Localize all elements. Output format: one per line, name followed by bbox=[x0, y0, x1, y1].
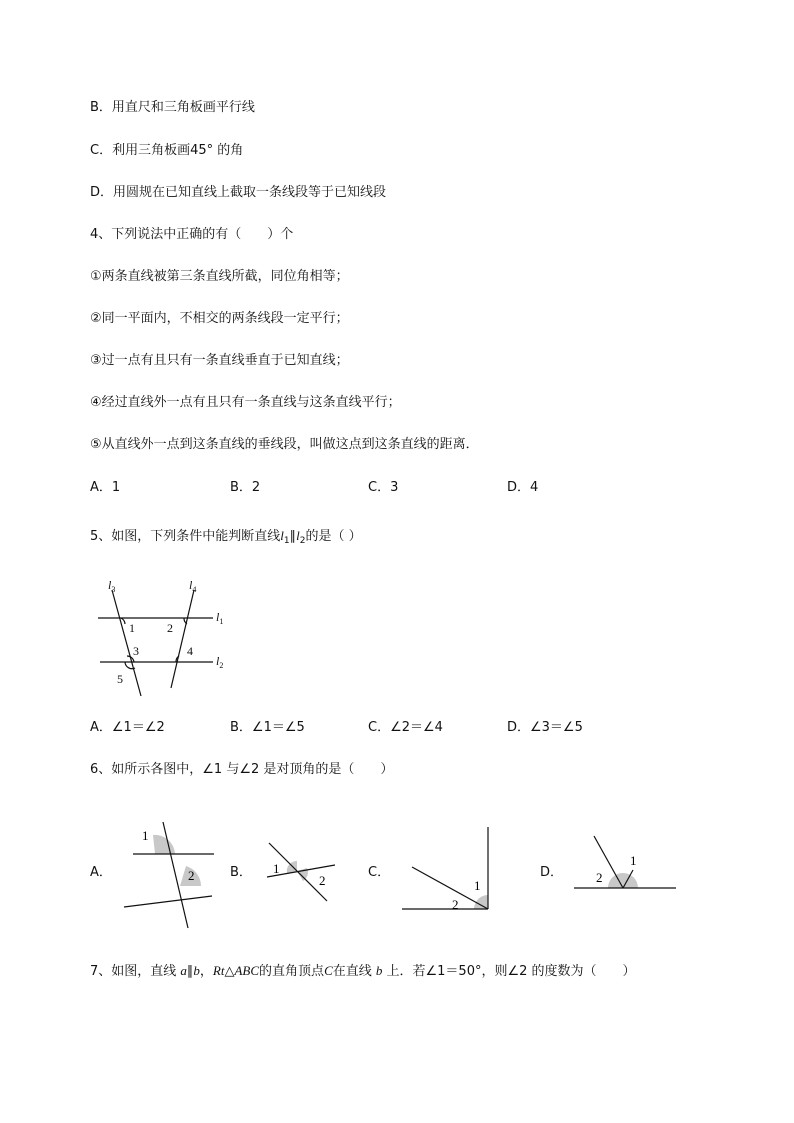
q7-text-1: 7、如图，直线 bbox=[90, 964, 181, 979]
q4-option-a: A．1 bbox=[90, 480, 121, 495]
q7-line-b: b bbox=[193, 963, 200, 978]
q6-figure-a bbox=[120, 820, 230, 930]
q5-line-l2: l bbox=[296, 528, 300, 543]
q5-stem-post: 的是（ ） bbox=[305, 529, 362, 544]
q4-option-b: B．2 bbox=[230, 480, 261, 495]
q5-figure bbox=[88, 572, 248, 702]
q7-line-b-2: b bbox=[375, 963, 383, 978]
q6-option-a-label: A． bbox=[90, 865, 112, 880]
q4-statement-2: ②同一平面内，不相交的两条线段一定平行； bbox=[90, 311, 349, 326]
q5-parallel-symbol: ∥ bbox=[289, 529, 297, 544]
q5-option-d: D．∠3＝∠5 bbox=[507, 720, 583, 735]
q7-text-3: 的直角顶点 bbox=[259, 964, 325, 979]
q3-option-b: B．用直尺和三角板画平行线 bbox=[90, 100, 255, 115]
q5-line-l1-sub: 1 bbox=[283, 536, 290, 546]
q6-a-label-1: 1 bbox=[142, 828, 149, 843]
q5-stem-pre: 5、如图，下列条件中能判断直线 bbox=[90, 529, 281, 544]
q5-line-l2-sub: 2 bbox=[299, 536, 306, 546]
q6-d-label-1: 1 bbox=[630, 853, 637, 868]
q6-option-b-label: B． bbox=[230, 865, 252, 880]
q4-statement-4: ④经过直线外一点有且只有一条直线与这条直线平行； bbox=[90, 395, 401, 410]
q5-angle-label-3: 3 bbox=[133, 644, 139, 658]
q5-line-l1: l bbox=[280, 528, 284, 543]
q6-a-angle-fill-1 bbox=[153, 835, 175, 854]
q4-stem: 4、下列说法中正确的有（ ）个 bbox=[90, 227, 294, 242]
q5-angle-label-4: 4 bbox=[187, 644, 193, 658]
q4-option-c: C．3 bbox=[368, 480, 399, 495]
q7-text-4: 在直线 bbox=[332, 964, 376, 979]
q6-stem: 6、如所示各图中，∠1 与∠2 是对顶角的是（ ） bbox=[90, 762, 394, 777]
q7-point-c: C bbox=[324, 963, 333, 978]
q6-b-label-2: 2 bbox=[319, 873, 326, 888]
q6-b-label-1: 1 bbox=[273, 861, 280, 876]
q5-angle-label-1: 1 bbox=[129, 621, 135, 635]
q7-stem bbox=[90, 963, 636, 980]
q5-stem bbox=[90, 528, 362, 549]
q4-statement-3: ③过一点有且只有一条直线垂直于已知直线； bbox=[90, 353, 349, 368]
q4-statement-5: ⑤从直线外一点到这条直线的垂线段，叫做这点到这条直线的距离． bbox=[90, 437, 479, 452]
q7-text-5: 上．若∠1＝50°，则∠2 的度数为（ ） bbox=[382, 964, 636, 979]
q6-c-label-2: 2 bbox=[452, 897, 459, 912]
q5-option-c: C．∠2＝∠4 bbox=[368, 720, 443, 735]
q6-c-label-1: 1 bbox=[474, 878, 481, 893]
q4-option-d: D．4 bbox=[507, 480, 539, 495]
q6-figure-b bbox=[255, 835, 355, 905]
q7-line-a: a bbox=[180, 963, 187, 978]
q3-option-c: C．利用三角板画45° 的角 bbox=[90, 143, 244, 158]
q6-d-label-2: 2 bbox=[596, 870, 603, 885]
q5-option-b: B．∠1＝∠5 bbox=[230, 720, 305, 735]
q5-option-a: A．∠1＝∠2 bbox=[90, 720, 165, 735]
q7-text-2: ， bbox=[199, 964, 213, 979]
q7-triangle-abc: ABC bbox=[234, 963, 260, 978]
q5-label-l1: $l_1$ bbox=[216, 610, 224, 626]
q5-angle-label-5: 5 bbox=[117, 672, 123, 686]
q6-figure-c bbox=[400, 825, 500, 915]
q6-a-label-2: 2 bbox=[188, 868, 195, 883]
q5-line-l4-stroke bbox=[171, 590, 194, 688]
q5-angle-label-2: 2 bbox=[167, 621, 173, 635]
q4-statement-1: ①两条直线被第三条直线所截，同位角相等； bbox=[90, 269, 349, 284]
q7-rt: Rt bbox=[212, 963, 225, 978]
q7-parallel-symbol: ∥ bbox=[186, 964, 194, 979]
q5-label-l4: $l_4$ bbox=[189, 578, 197, 594]
q6-figure-d bbox=[570, 830, 680, 900]
q7-triangle-symbol: △ bbox=[224, 964, 235, 979]
q5-label-l3: $l_3$ bbox=[108, 578, 116, 594]
q6-option-d-label: D． bbox=[540, 865, 564, 880]
q3-option-d: D．用圆规在已知直线上截取一条线段等于已知线段 bbox=[90, 185, 387, 200]
q6-d-angle-fill bbox=[608, 873, 638, 888]
q5-label-l2: $l_2$ bbox=[216, 654, 224, 670]
q6-option-c-label: C． bbox=[368, 865, 391, 880]
